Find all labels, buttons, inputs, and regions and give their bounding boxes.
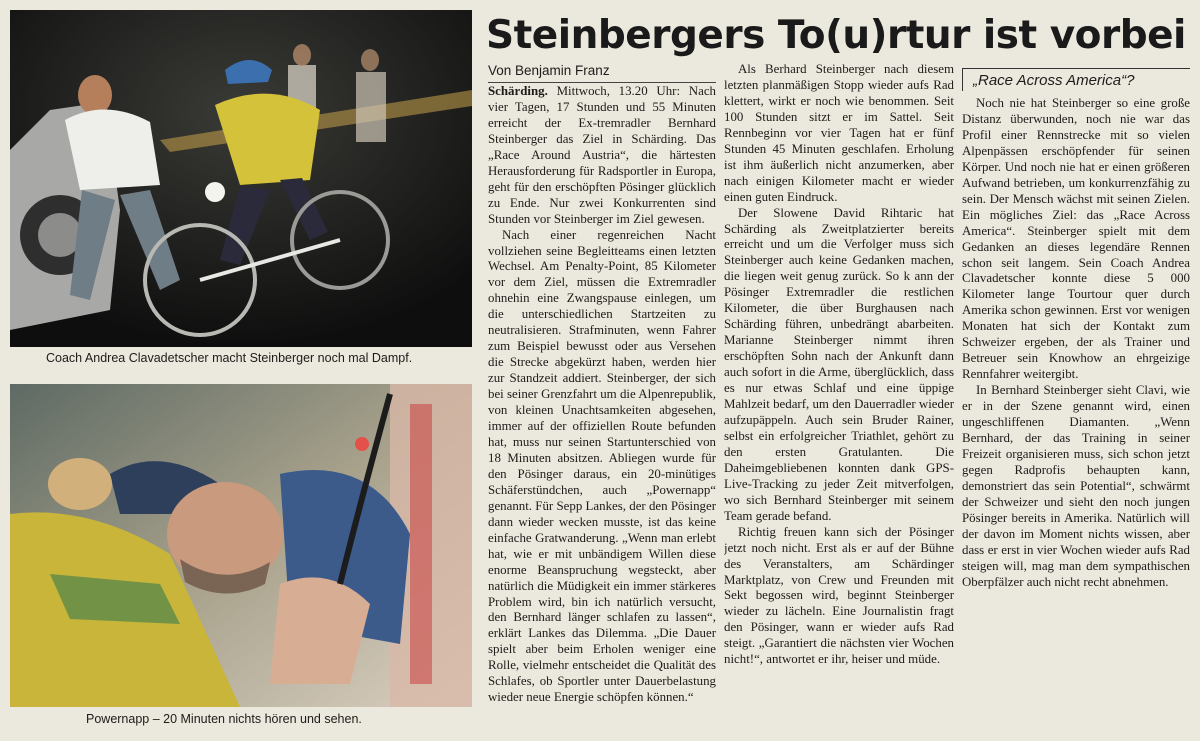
paragraph-6: Noch nie hat Steinberger so eine große Distanz überwunden, noch nie war das Profil einer Rennstrecke mit so vielen Alpenpässen erschöpfender für seinen Körper. Und noch nie hat er einen größeren Aufwand betrieben, um konkurrenzfähig zu sein. Der Mensch wächst mit seinen Zielen. Ein mögliches Ziel: das „Race Across America“. Steinberger spielt mit dem Gedanken an dieses legendäre Rennen schon seit langem. Sein Coach Andrea Clavadetscher konnte diese 5 000 Kilometer lange Tourtour quer durch Amerika schon gewinnen. Erst vor wenigen Monaten hat sich der Kontakt zum Schweizer ergeben, der als Trainer und Betreuer sein Knowhow an ehrgeizige Rennfahrer weitergibt. (962, 96, 1190, 382)
photo-caption-2: Powernapp – 20 Minuten nichts hören und sehen. (86, 712, 362, 726)
paragraph-5: Richtig freuen kann sich der Pösinger jetzt noch nicht. Erst als er auf der Bühne des Veranstalters, am Schärdinger Marktplatz, von Crew und Freunden mit Sekt begossen wird, beginnt Steinberger wieder zu lächeln. Eine Journalistin fragt den Pösinger, wann er wieder aufs Rad steigt. „Garantiert die nächsten vier Wochen nicht!“, antwortet er ihr, heiser und müde. (724, 524, 954, 667)
paragraph-3: Als Berhard Steinberger nach diesem letzten planmäßigen Stopp wieder aufs Rad klettert, wirkt er noch wie benommen. Seit 100 Stunden sitzt er im Sattel. Seit Rennbeginn vor vier Tagen hat er fünf Stunden 45 Minuten geschlafen. Erholung ist ihm äußerlich nicht anzumerken, aber nach einigen Kilometer macht er wieder einen guten Eindruck. (724, 62, 954, 204)
photo-caption-1: Coach Andrea Clavadetscher macht Steinberger noch mal Dampf. (46, 351, 413, 365)
paragraph-7: In Bernhard Steinberger sieht Clavi, wie er in der Szene genannt wird, einen ungeschliffenen Diamanten. „Wenn Bernhard, der das Training in seiner Freizeit organisieren muss, sich schon jetzt gegen Radprofis behaupten kann, demonstriert das sein Potential“, schwärmt der Schweizer und sieht den noch jungen Pösinger bereits in Amerika. Natürlich will der davon im Moment nichts wissen, aber dass er erst in vier Wochen wieder aufs Rad steigen will, mag man dem sympathischen Oberpfälzer auch nicht recht abnehmen. (962, 383, 1190, 589)
paragraph-4: Der Slowene David Rihtaric hat Schärding als Zweitplatzierter bereits erreicht und um die Verfolger muss sich Steinberger auch keine Gedanken machen, die liegen weit genug zurück. So k ann der Pösinger Extremradler die restlichen Kilometer, die über Burghausen nach Schärding führen, unbedrängt abarbeiten. Marianne Steinberger nimmt ihren erschöpften Sohn nach der Ankunft dann auch sofort in die Arme, überglücklich, dass es nur etwas Schlaf und eine üppige Mahlzeit bedarf, um den Dauerradler wieder aufzupäppeln. Auch sein Bruder Rainer, selbst ein erfolgreicher Triathlet, gehört zu den ersten Gratulanten. Die Daheimgebliebenen konnten dank GPS-Live-Tracking zu jeder Zeit mitverfolgen, wo sich Bernhard Steinberger mit seinem Team gerade befand. (724, 205, 954, 523)
paragraph-1: Mittwoch, 13.20 Uhr: Nach vier Tagen, 17 Stunden und 55 Minuten erreicht der Ex-tremradler Bernhard Steinberger das Ziel in Schärding. Das „Race Around Austria“, die härtesten Herausforderung für Radsportler in Europa, geht für den erschöpften Pösinger glücklich zu Ende. Nur zwei Konkurrenten sind Stunden vor Steinberger im Ziel gewesen. (488, 84, 716, 226)
article-column-1 (488, 84, 716, 731)
lead-paragraph (488, 84, 716, 228)
article-column-2 (724, 62, 954, 734)
article-subhead: „Race Across America“? (962, 68, 1190, 91)
article-byline: Von Benjamin Franz (488, 62, 716, 83)
article-headline: Steinbergers To(u)rtur ist vorbei (486, 13, 1186, 58)
photo-cyclist-night-art (10, 10, 472, 347)
dateline: Schärding. (488, 84, 548, 98)
photo-powernapp (10, 384, 472, 707)
paragraph-2: Nach einer regenreichen Nacht vollziehen seine Begleitteams einen letzten Wechsel. Am Penalty-Point, 85 Kilometer vor dem Ziel, müssen die Extremradler ohnehin eine Zwangspause einlegen, um die unterschiedlichen Startzeiten zu neutralisieren. Strafminuten, wenn Fahrer zum Beispiel bewusst oder aus Versehen die Strecke abgekürzt haben, werden hier zur Standzeit addiert. Steinberger, der sich bei seiner Grenzfahrt um die Alpenrepublik, von kleinen Unachtsamkeiten abgesehen, immer auf der offiziellen Route befunden hat, muss nur seinen Startunterschied von 18 Minuten absitzen. Abliegen wurde für den Pösinger daraus, ein 20-minütiges Schäferstündchen, auch „Powernapp“ genannt. Für Sepp Lankes, der den Pösinger dann wieder wecken musste, ist das keine einfache Gratwanderung. „Wenn man erlebt hat, wie er mit unbändigem Willen diese enorme Beanspruchung wegsteckt, aber natürlich die Müdigkeit ein immer stärkeres Problem wird, bin ich natürlich versucht, den Bernhard länger schlafen zu lassen“, erklärt Lankes das Dilemma. „Die Dauer spielt aber beim Erholen weniger eine Rolle, vielmehr entscheidet die Qualität des Schlafes, ob Sportler unter Dauerbelastung wieder neue Energie schöpfen können.“ (488, 227, 716, 705)
photo-powernapp-art (10, 384, 472, 707)
article-column-3 (962, 62, 1190, 734)
photo-cyclist-night (10, 10, 472, 347)
